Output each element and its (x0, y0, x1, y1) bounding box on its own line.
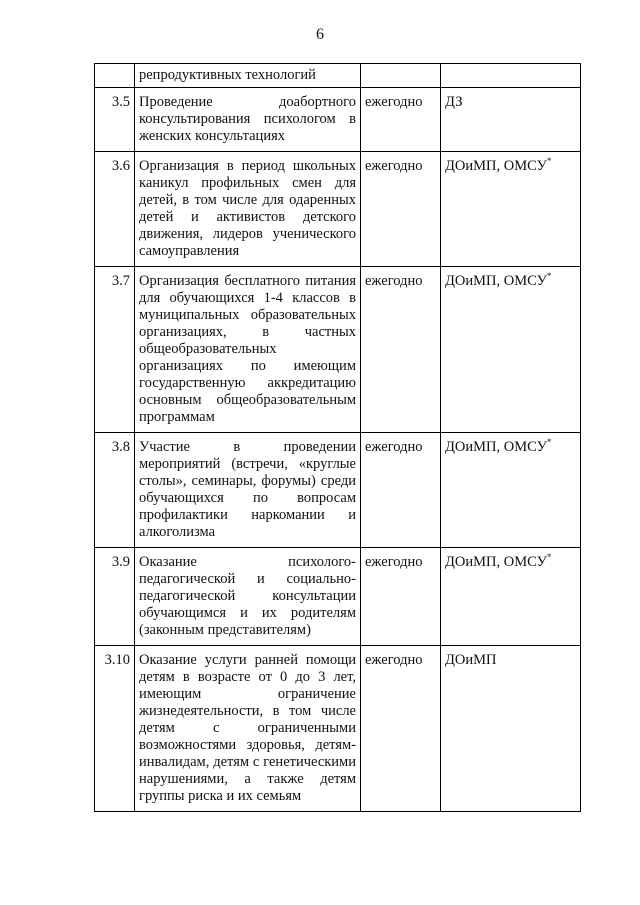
row-activity: Организация бесплатного питания для обучающихся 1-4 классов в муниципальных образовательных организациях, в частных общеобразовательных организациях по имеющим государственную аккредитацию основным общеобразовательным программам (135, 267, 361, 433)
row-number: 3.7 (95, 267, 135, 433)
row-responsible-text: ДОиМП, ОМСУ (445, 554, 547, 570)
row-responsible-text: ДОиМП, ОМСУ (445, 158, 547, 174)
row-responsible (441, 64, 581, 88)
row-number: 3.5 (95, 88, 135, 152)
row-number: 3.9 (95, 548, 135, 646)
row-activity: Организация в период школьных каникул профильных смен для детей, в том числе для одаренных детей и активистов детского движения, лидеров ученического самоуправления (135, 152, 361, 267)
footnote-mark: * (546, 156, 552, 167)
row-activity: Оказание услуги ранней помощи детям в возрасте от 0 до 3 лет, имеющим ограничение жизнедеятельности, в том числе детям с ограниченными возможностями здоровья, детям-инвалидам, детям с генетическими нарушениями, а также детям группы риска и их семьям (135, 646, 361, 812)
row-number: 3.6 (95, 152, 135, 267)
row-responsible-text: ДЗ (445, 94, 463, 110)
row-term: ежегодно (361, 548, 441, 646)
row-term: ежегодно (361, 433, 441, 548)
row-term (361, 64, 441, 88)
table-row (95, 267, 581, 433)
row-responsible (441, 88, 581, 152)
row-responsible-text: ДОиМП, ОМСУ (445, 439, 547, 455)
row-term: ежегодно (361, 88, 441, 152)
row-responsible (441, 152, 581, 267)
row-number: 3.10 (95, 646, 135, 812)
row-responsible (441, 548, 581, 646)
row-activity: репродуктивных технологий (135, 64, 361, 88)
footnote-mark: * (546, 271, 552, 282)
table-row (95, 64, 581, 88)
row-activity: Участие в проведении мероприятий (встречи, «круглые столы», семинары, форумы) среди обучающихся по вопросам профилактики наркомании и алкоголизма (135, 433, 361, 548)
row-term: ежегодно (361, 646, 441, 812)
table-row (95, 152, 581, 267)
row-term: ежегодно (361, 267, 441, 433)
plan-table (94, 63, 581, 812)
table-row (95, 433, 581, 548)
table-row (95, 548, 581, 646)
row-activity: Оказание психолого-педагогической и социально-педагогической консультации обучающимся и их родителям (законным представителям) (135, 548, 361, 646)
row-responsible (441, 433, 581, 548)
row-activity: Проведение доабортного консультирования психологом в женских консультациях (135, 88, 361, 152)
row-responsible-text: ДОиМП, ОМСУ (445, 273, 547, 289)
table-row (95, 646, 581, 812)
row-responsible-text: ДОиМП (445, 652, 497, 668)
page-number: 6 (316, 26, 324, 43)
row-term: ежегодно (361, 152, 441, 267)
row-responsible (441, 267, 581, 433)
row-responsible (441, 646, 581, 812)
footnote-mark: * (546, 437, 552, 448)
footnote-mark: * (546, 552, 552, 563)
row-number (95, 64, 135, 88)
table-row (95, 88, 581, 152)
row-number: 3.8 (95, 433, 135, 548)
